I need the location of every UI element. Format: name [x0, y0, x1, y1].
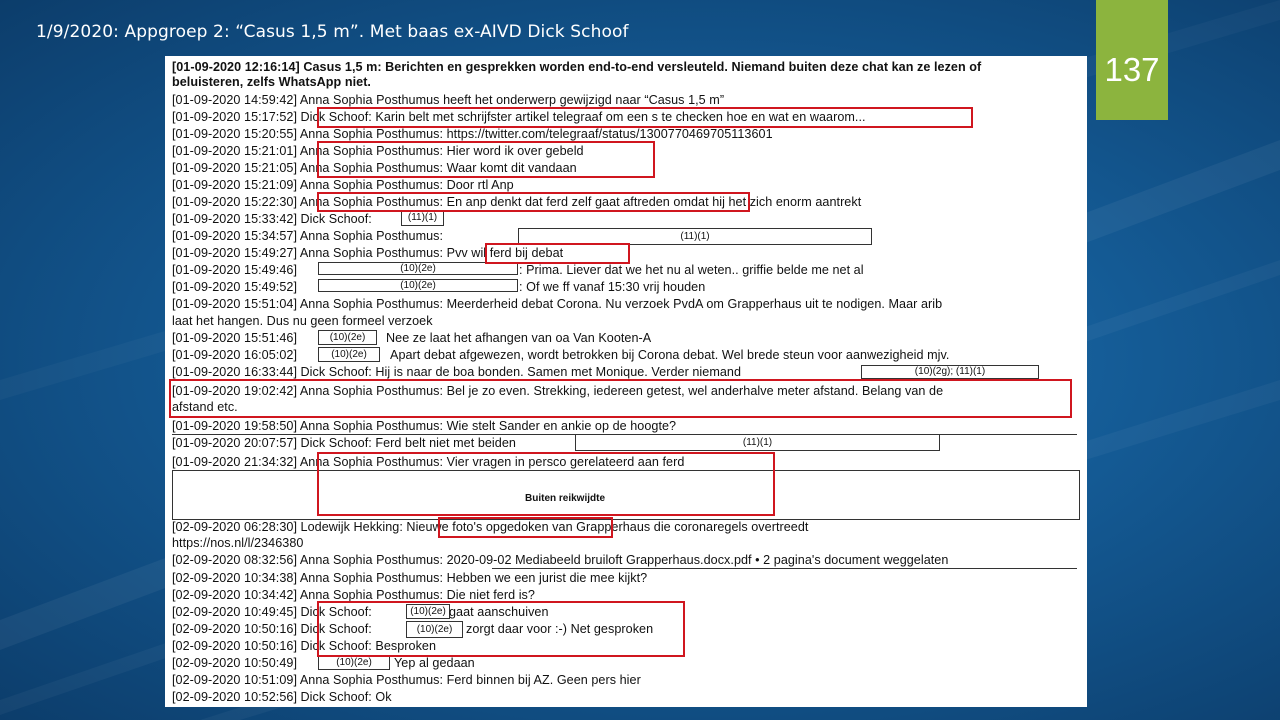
- highlight-box: [317, 192, 750, 212]
- chat-line: [02-09-2020 10:50:16] Dick Schoof:: [172, 622, 372, 636]
- chat-line: Yep al gedaan: [394, 656, 475, 670]
- chat-line: [01-09-2020 15:49:52]: [172, 280, 297, 294]
- redaction-box: (11)(1): [575, 434, 940, 451]
- chat-line: [01-09-2020 14:59:42] Anna Sophia Posthumus heeft het onderwerp gewijzigd naar “Casus 1,5 m”: [172, 93, 725, 107]
- highlight-box: [169, 379, 1072, 418]
- chat-line: [01-09-2020 15:17:52] Dick Schoof: Karin belt met schrijfster artikel telegraaf om een s te checken hoe en wat en waarom...: [172, 110, 866, 124]
- chat-line: [01-09-2020 15:33:42] Dick Schoof:: [172, 212, 372, 226]
- chat-line: [01-09-2020 15:49:46]: [172, 263, 297, 277]
- highlight-box: [485, 243, 630, 264]
- redaction-box: (10)(2e): [318, 347, 380, 362]
- chat-line: [02-09-2020 10:34:38] Anna Sophia Posthumus: Hebben we een jurist die mee kijkt?: [172, 571, 648, 585]
- highlight-box: [438, 517, 613, 538]
- chat-line: : Prima. Liever dat we het nu al weten.. griffie belde me net al: [519, 263, 864, 277]
- chat-line: [01-09-2020 16:33:44] Dick Schoof: Hij is naar de boa bonden. Samen met Monique. Verder niemand: [172, 365, 742, 379]
- redaction-box: (10)(2g); (11)(1): [861, 365, 1039, 379]
- page-number: 137: [1104, 51, 1160, 88]
- chat-line: zorgt daar voor :-) Net gesproken: [466, 622, 654, 636]
- chat-line: [02-09-2020 10:50:49]: [172, 656, 297, 670]
- chat-line: beluisteren, zelfs WhatsApp niet.: [172, 75, 371, 89]
- redaction-box: (10)(2e): [318, 279, 518, 292]
- chat-line: [02-09-2020 10:52:56] Dick Schoof: Ok: [172, 690, 392, 704]
- chat-line: afstand etc.: [172, 400, 238, 414]
- chat-line: [02-09-2020 10:34:42] Anna Sophia Posthumus: Die niet ferd is?: [172, 588, 535, 602]
- chat-line: [01-09-2020 15:51:46]: [172, 331, 297, 345]
- chat-line: https://nos.nl/l/2346380: [172, 536, 304, 550]
- redaction-box: (10)(2e): [318, 262, 518, 275]
- chat-line: [02-09-2020 10:50:16] Dick Schoof: Besproken: [172, 639, 437, 653]
- chat-line: [01-09-2020 20:07:57] Dick Schoof: Ferd belt niet met beiden: [172, 436, 516, 450]
- chat-line: [01-09-2020 15:34:57] Anna Sophia Posthumus:: [172, 229, 444, 243]
- chat-line: [01-09-2020 15:21:05] Anna Sophia Posthumus: Waar komt dit vandaan: [172, 161, 577, 175]
- chat-line: Apart debat afgewezen, wordt betrokken bij Corona debat. Wel brede steun voor aanwezigheid mjv.: [390, 348, 950, 362]
- redaction-box: (10)(2e): [318, 655, 390, 670]
- outside-scope-label: Buiten reikwijdte: [525, 493, 606, 504]
- highlight-box: [317, 141, 655, 178]
- slide-title: 1/9/2020: Appgroep 2: “Casus 1,5 m”. Met baas ex-AIVD Dick Schoof: [36, 22, 629, 42]
- chat-line: [01-09-2020 15:20:55] Anna Sophia Posthumus: https://twitter.com/telegraaf/status/1300770469705113601: [172, 127, 773, 141]
- chat-line: gaat aanschuiven: [449, 605, 549, 619]
- redaction-box: (11)(1): [518, 228, 872, 245]
- redaction-box: (10)(2e): [318, 330, 377, 345]
- redaction-box: (11)(1): [401, 211, 444, 226]
- chat-line: laat het hangen. Dus nu geen formeel verzoek: [172, 314, 433, 328]
- document-scan: [165, 56, 1087, 707]
- chat-line: [01-09-2020 19:58:50] Anna Sophia Posthumus: Wie stelt Sander en ankie op de hoogte?: [172, 419, 677, 433]
- chat-line: [01-09-2020 15:21:01] Anna Sophia Posthumus: Hier word ik over gebeld: [172, 144, 584, 158]
- highlight-box: [317, 452, 775, 516]
- chat-line: [02-09-2020 08:32:56] Anna Sophia Posthumus: 2020-09-02 Mediabeeld bruiloft Grapperhaus.docx.pdf • 2 pagina's document weggelaten: [172, 553, 949, 567]
- chat-line: [01-09-2020 12:16:14] Casus 1,5 m: Berichten en gesprekken worden end-to-end versleuteld. Niemand buiten deze chat kan ze lezen of: [172, 60, 982, 74]
- redaction-box: (10)(2e): [406, 621, 463, 638]
- chat-line: [01-09-2020 19:02:42] Anna Sophia Posthumus: Bel je zo even. Strekking, iedereen getest, wel anderhalve meter afstand. Belang van de: [172, 384, 944, 398]
- chat-line: Nee ze laat het afhangen van oa Van Kooten-A: [386, 331, 652, 345]
- chat-line: [02-09-2020 10:49:45] Dick Schoof:: [172, 605, 372, 619]
- chat-line: [01-09-2020 15:21:09] Anna Sophia Posthumus: Door rtl Anp: [172, 178, 514, 192]
- chat-line: [01-09-2020 15:49:27] Anna Sophia Posthumus: Pvv wil ferd bij debat: [172, 246, 564, 260]
- page-number-badge: [1096, 0, 1168, 120]
- chat-line: : Of we ff vanaf 15:30 vrij houden: [519, 280, 706, 294]
- chat-line: [02-09-2020 06:28:30] Lodewijk Hekking: Nieuwe foto's opgedoken van Grapperhaus die coronaregels overtreedt: [172, 520, 809, 534]
- chat-line: [01-09-2020 15:51:04] Anna Sophia Posthumus: Meerderheid debat Corona. Nu verzoek PvdA om Grapperhaus uit te nodigen. Maar arib: [172, 297, 943, 311]
- chat-line: [02-09-2020 10:51:09] Anna Sophia Posthumus: Ferd binnen bij AZ. Geen pers hier: [172, 673, 641, 687]
- redaction-box: (10)(2e): [406, 604, 450, 619]
- highlight-box: [317, 601, 685, 657]
- attachment-underline: [492, 568, 1077, 569]
- chat-line: [01-09-2020 15:22:30] Anna Sophia Posthumus: En anp denkt dat ferd zelf gaat aftreden omdat hij het zich enorm aantrekt: [172, 195, 862, 209]
- chat-line: [01-09-2020 21:34:32] Anna Sophia Posthumus: Vier vragen in persco gerelateerd aan ferd: [172, 455, 685, 469]
- highlight-box: [317, 107, 973, 128]
- chat-line: [01-09-2020 16:05:02]: [172, 348, 297, 362]
